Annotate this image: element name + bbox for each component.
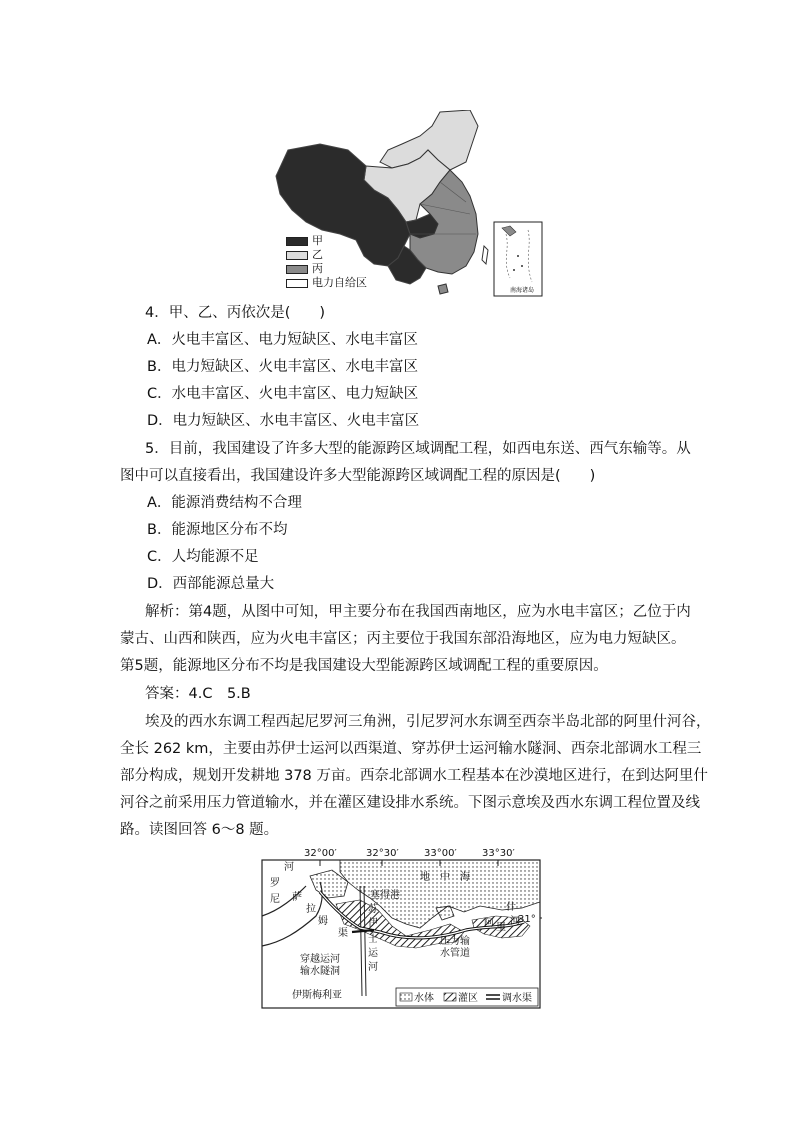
lon-label: 32°30′ [366, 848, 399, 859]
nile-label: 罗 [270, 878, 280, 889]
q5-option-a: A．能源消费结构不合理 [147, 495, 302, 511]
legend-swatch [286, 279, 308, 288]
legend-irrigation: 灌区 [458, 993, 478, 1004]
canal-name-char: 萨 [292, 892, 302, 903]
legend-label: 丙 [312, 262, 323, 275]
lon-label: 33°00′ [424, 848, 457, 859]
canal-name-char: 渠 [338, 928, 348, 939]
legend-label: 乙 [312, 248, 323, 261]
legend-swatch [286, 237, 308, 246]
q5-option-c: C．人均能源不足 [147, 549, 259, 565]
passage-line2: 全长 262 km，主要由苏伊士运河以西渠道、穿苏伊士运河输水隧洞、西奈北部调水工程三 [120, 741, 702, 757]
arish-label: 阿 [484, 918, 494, 929]
lat-label: 31° [518, 914, 536, 925]
tunnel-label: 输水隧洞 [300, 966, 340, 977]
canal-label: 苏 [368, 904, 378, 915]
canal-label: 河 [368, 962, 378, 973]
passage-line5: 路。读图回答 6～8 题。 [120, 822, 279, 838]
q4-option-c: C．水电丰富区、火电丰富区、电力短缺区 [147, 386, 419, 402]
sea-label: 地 中 海 [420, 872, 470, 883]
pipeline-label: 水管道 [440, 948, 470, 959]
answer: 答案：4.C 5.B [145, 686, 251, 702]
q5-stem-line2: 图中可以直接看出，我国建设许多大型能源跨区域调配工程的原因是( ) [120, 468, 596, 484]
canal-label: 伊 [368, 918, 378, 929]
analysis-line2: 蒙古、山西和陕西，应为火电丰富区；丙主要位于我国东部沿海地区，应为电力短缺区。 [120, 631, 686, 647]
canal-label: 运 [368, 948, 378, 959]
q4-option-d: D．电力短缺区、水电丰富区、火电丰富区 [147, 413, 420, 429]
passage-line1: 埃及的西水东调工程西起尼罗河三角洲，引尼罗河水东调至西奈半岛北部的阿里什河谷， [145, 714, 711, 730]
legend-item-bing [286, 262, 367, 276]
legend-canal: 调水渠 [502, 993, 532, 1004]
egypt-map-graphic [260, 846, 542, 1010]
legend-item-self-sufficient [286, 276, 367, 290]
q4-stem: 4．甲、乙、丙依次是( ) [145, 305, 326, 321]
legend-swatch [286, 265, 308, 274]
q5-option-b: B．能源地区分布不均 [147, 522, 288, 538]
q5-option-d: D．西部能源总量大 [147, 576, 275, 592]
analysis-line3: 第5题，能源地区分布不均是我国建设大型能源跨区域调配工程的重要原因。 [120, 658, 608, 674]
legend-swatch [286, 251, 308, 260]
analysis-line1: 解析：第4题，从图中可知，甲主要分布在我国西南地区，应为水电丰富区；乙位于内 [145, 604, 691, 620]
china-map-legend [286, 234, 367, 290]
nile-label: 尼 [270, 894, 280, 905]
legend-item-jia [286, 234, 367, 248]
pipeline-label: 压力输 [440, 936, 470, 947]
nile-label: 河 [284, 862, 294, 873]
inset-label: 南海诸岛 [510, 287, 535, 294]
canal-label: 士 [368, 934, 378, 945]
legend-water: 水体 [414, 993, 434, 1004]
q4-option-a: A．火电丰富区、电力短缺区、水电丰富区 [147, 332, 418, 348]
tunnel-label: 穿越运河 [300, 954, 340, 965]
lon-label: 33°30′ [482, 848, 515, 859]
arish-label: 河 [510, 916, 520, 927]
q4-option-b: B．电力短缺区、火电丰富区、水电丰富区 [147, 359, 418, 375]
ismailia-label: 伊斯梅利亚 [292, 990, 342, 1001]
passage-line3: 部分构成，规划开发耕地 378 万亩。西奈北部调水工程基本在沙漠地区进行，在到达阿里什 [120, 768, 708, 784]
legend-label: 甲 [312, 234, 323, 247]
q5-stem-line1: 5．目前，我国建设了许多大型的能源跨区域调配工程，如西电东送、西气东输等。从 [145, 441, 691, 457]
arish-label: 里 [496, 922, 506, 933]
arish-label: 什 [506, 902, 516, 913]
passage-line4: 河谷之前采用压力管道输水，并在灌区建设排水系统。下图示意埃及西水东调工程位置及线 [120, 795, 700, 811]
legend-label: 电力自给区 [312, 276, 367, 289]
egypt-water-transfer-map [260, 846, 542, 1010]
legend-item-yi [286, 248, 367, 262]
lon-label: 32°00′ [304, 848, 337, 859]
canal-name-char: 拉 [306, 904, 316, 915]
port-said-label: 塞得港 [370, 890, 400, 901]
canal-name-char: 姆 [318, 916, 328, 927]
